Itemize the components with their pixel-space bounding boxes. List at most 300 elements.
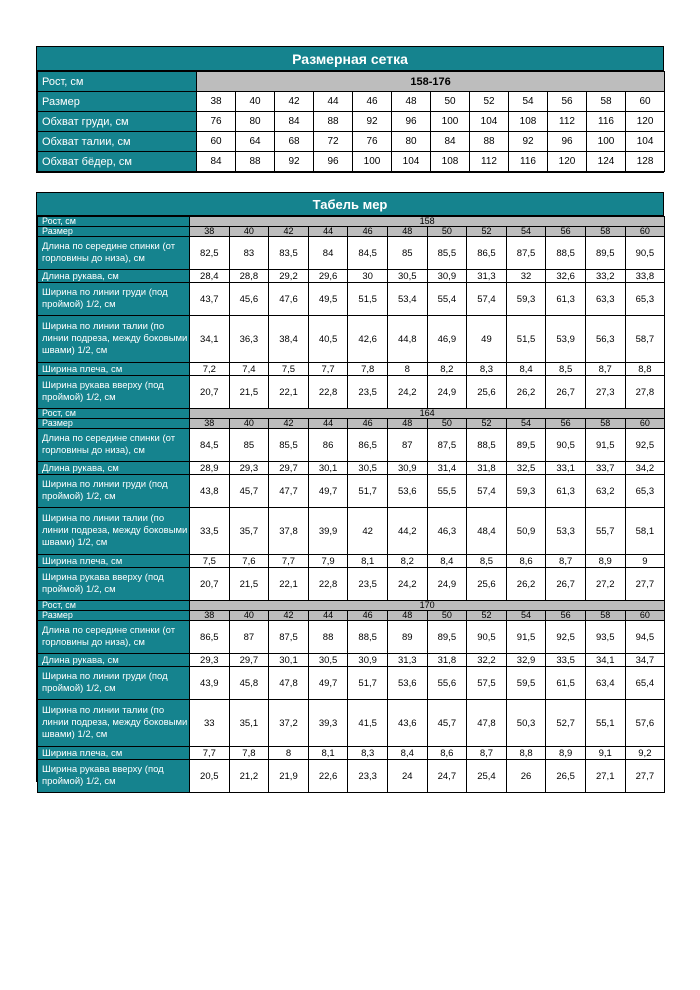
value-cell: 49,7 bbox=[308, 475, 348, 508]
value-cell: 37,8 bbox=[269, 508, 309, 555]
value-cell: 87,5 bbox=[269, 621, 309, 654]
value-cell: 33,2 bbox=[585, 270, 625, 283]
value-cell: 30,5 bbox=[387, 270, 427, 283]
value-cell: 42 bbox=[275, 92, 314, 112]
value-cell: 26,2 bbox=[506, 376, 546, 409]
value-cell: 83,5 bbox=[269, 237, 309, 270]
value-cell: 7,6 bbox=[229, 555, 269, 568]
value-cell: 27,7 bbox=[625, 568, 665, 601]
value-cell: 87 bbox=[387, 429, 427, 462]
table-row bbox=[38, 132, 665, 152]
value-cell: 47,8 bbox=[269, 667, 309, 700]
value-cell: 100 bbox=[431, 112, 470, 132]
value-cell: 7,2 bbox=[190, 363, 230, 376]
measure-label: Длина по середине спинки (от горловины до низа), см bbox=[38, 621, 190, 654]
value-cell: 33,5 bbox=[546, 654, 586, 667]
value-cell: 55,6 bbox=[427, 667, 467, 700]
table-row bbox=[38, 568, 665, 601]
value-cell: 53,4 bbox=[387, 283, 427, 316]
value-cell: 38 bbox=[197, 92, 236, 112]
size-cell: 48 bbox=[387, 227, 427, 237]
value-cell: 39,9 bbox=[308, 508, 348, 555]
value-cell: 92,5 bbox=[625, 429, 665, 462]
table-row bbox=[38, 112, 665, 132]
size-cell: 54 bbox=[506, 227, 546, 237]
value-cell: 60 bbox=[626, 92, 665, 112]
value-cell: 58,7 bbox=[625, 316, 665, 363]
value-cell: 20,7 bbox=[190, 568, 230, 601]
size-cell: 38 bbox=[190, 227, 230, 237]
value-cell: 47,7 bbox=[269, 475, 309, 508]
value-cell: 53,3 bbox=[546, 508, 586, 555]
value-cell: 22,1 bbox=[269, 376, 309, 409]
value-cell: 84 bbox=[197, 152, 236, 172]
value-cell: 21,5 bbox=[229, 568, 269, 601]
value-cell: 93,5 bbox=[585, 621, 625, 654]
value-cell: 31,8 bbox=[427, 654, 467, 667]
size-cell: 48 bbox=[387, 611, 427, 621]
size-grid bbox=[37, 71, 665, 172]
value-cell: 7,7 bbox=[308, 363, 348, 376]
value-cell: 88,5 bbox=[467, 429, 507, 462]
size-cell: 42 bbox=[269, 227, 309, 237]
value-cell: 27,1 bbox=[585, 760, 625, 793]
size-cell: 40 bbox=[229, 419, 269, 429]
height-label: Рост, см bbox=[38, 409, 190, 419]
value-cell: 108 bbox=[509, 112, 548, 132]
value-cell: 63,3 bbox=[585, 283, 625, 316]
size-cell: 58 bbox=[585, 227, 625, 237]
measure-label: Длина рукава, см bbox=[38, 270, 190, 283]
value-cell: 20,7 bbox=[190, 376, 230, 409]
value-cell: 31,4 bbox=[427, 462, 467, 475]
size-cell: 60 bbox=[625, 227, 665, 237]
measure-label: Ширина рукава вверху (под проймой) 1/2, см bbox=[38, 376, 190, 409]
value-cell: 21,5 bbox=[229, 376, 269, 409]
value-cell: 108 bbox=[431, 152, 470, 172]
value-cell: 46,9 bbox=[427, 316, 467, 363]
value-cell: 90,5 bbox=[625, 237, 665, 270]
value-cell: 55,1 bbox=[585, 700, 625, 747]
value-cell: 63,2 bbox=[585, 475, 625, 508]
value-cell: 45,7 bbox=[229, 475, 269, 508]
value-cell: 27,8 bbox=[625, 376, 665, 409]
size-cell: 50 bbox=[427, 419, 467, 429]
size-cell: 56 bbox=[546, 611, 586, 621]
value-cell: 65,4 bbox=[625, 667, 665, 700]
size-cell: 44 bbox=[308, 227, 348, 237]
value-cell: 34,7 bbox=[625, 654, 665, 667]
value-cell: 84 bbox=[431, 132, 470, 152]
value-cell: 85,5 bbox=[269, 429, 309, 462]
value-cell: 39,3 bbox=[308, 700, 348, 747]
measure-label: Ширина по линии груди (под проймой) 1/2, см bbox=[38, 475, 190, 508]
value-cell: 9,1 bbox=[585, 747, 625, 760]
value-cell: 22,6 bbox=[308, 760, 348, 793]
measure-label: Ширина по линии талии (по линии подреза, между боковыми швами) 1/2, см bbox=[38, 316, 190, 363]
value-cell: 29,2 bbox=[269, 270, 309, 283]
measure-label: Длина по середине спинки (от горловины до низа), см bbox=[38, 429, 190, 462]
value-cell: 100 bbox=[353, 152, 392, 172]
size-cell: 46 bbox=[348, 419, 388, 429]
row-label: Обхват талии, см bbox=[38, 132, 197, 152]
value-cell: 72 bbox=[314, 132, 353, 152]
value-cell: 61,3 bbox=[546, 475, 586, 508]
value-cell: 112 bbox=[470, 152, 509, 172]
value-cell: 29,3 bbox=[190, 654, 230, 667]
table-row bbox=[38, 376, 665, 409]
table-row bbox=[38, 667, 665, 700]
value-cell: 40 bbox=[236, 92, 275, 112]
value-cell: 83 bbox=[229, 237, 269, 270]
value-cell: 7,9 bbox=[308, 555, 348, 568]
value-cell: 65,3 bbox=[625, 475, 665, 508]
table-row bbox=[38, 508, 665, 555]
value-cell: 8,4 bbox=[506, 363, 546, 376]
value-cell: 26,2 bbox=[506, 568, 546, 601]
value-cell: 42 bbox=[348, 508, 388, 555]
row-label: Размер bbox=[38, 92, 197, 112]
value-cell: 43,9 bbox=[190, 667, 230, 700]
value-cell: 47,6 bbox=[269, 283, 309, 316]
value-cell: 94,5 bbox=[625, 621, 665, 654]
size-cell: 46 bbox=[348, 611, 388, 621]
value-cell: 30,5 bbox=[348, 462, 388, 475]
measure-label: Длина по середине спинки (от горловины до низа), см bbox=[38, 237, 190, 270]
value-cell: 61,5 bbox=[546, 667, 586, 700]
measure-label: Ширина плеча, см bbox=[38, 555, 190, 568]
value-cell: 34,1 bbox=[190, 316, 230, 363]
value-cell: 51,7 bbox=[348, 475, 388, 508]
value-cell: 52,7 bbox=[546, 700, 586, 747]
size-label: Размер bbox=[38, 227, 190, 237]
size-grid-table bbox=[36, 46, 664, 173]
value-cell: 85 bbox=[387, 237, 427, 270]
value-cell: 45,7 bbox=[427, 700, 467, 747]
measure-grid bbox=[37, 216, 665, 793]
value-cell: 57,5 bbox=[467, 667, 507, 700]
value-cell: 45,8 bbox=[229, 667, 269, 700]
value-cell: 91,5 bbox=[506, 621, 546, 654]
value-cell: 23,3 bbox=[348, 760, 388, 793]
value-cell: 35,1 bbox=[229, 700, 269, 747]
table-row bbox=[38, 621, 665, 654]
value-cell: 59,3 bbox=[506, 283, 546, 316]
value-cell: 31,3 bbox=[387, 654, 427, 667]
value-cell: 33,5 bbox=[190, 508, 230, 555]
size-cell: 48 bbox=[387, 419, 427, 429]
value-cell: 30,9 bbox=[427, 270, 467, 283]
table-row bbox=[38, 152, 665, 172]
size-cell: 60 bbox=[625, 611, 665, 621]
value-cell: 27,2 bbox=[585, 568, 625, 601]
value-cell: 33,8 bbox=[625, 270, 665, 283]
size-cell: 38 bbox=[190, 611, 230, 621]
value-cell: 57,4 bbox=[467, 475, 507, 508]
value-cell: 55,4 bbox=[427, 283, 467, 316]
value-cell: 86 bbox=[308, 429, 348, 462]
value-cell: 33 bbox=[190, 700, 230, 747]
value-cell: 49,5 bbox=[308, 283, 348, 316]
value-cell: 59,3 bbox=[506, 475, 546, 508]
value-cell: 56 bbox=[548, 92, 587, 112]
size-cell: 58 bbox=[585, 419, 625, 429]
height-value: 164 bbox=[190, 409, 665, 419]
value-cell: 32,9 bbox=[506, 654, 546, 667]
table-row bbox=[38, 363, 665, 376]
table-row bbox=[38, 92, 665, 112]
value-cell: 7,5 bbox=[269, 363, 309, 376]
value-cell: 50,3 bbox=[506, 700, 546, 747]
value-cell: 30,1 bbox=[308, 462, 348, 475]
size-label: Размер bbox=[38, 419, 190, 429]
value-cell: 116 bbox=[587, 112, 626, 132]
value-cell: 65,3 bbox=[625, 283, 665, 316]
value-cell: 86,5 bbox=[467, 237, 507, 270]
value-cell: 57,4 bbox=[467, 283, 507, 316]
value-cell: 128 bbox=[626, 152, 665, 172]
value-cell: 26,7 bbox=[546, 568, 586, 601]
size-cell: 54 bbox=[506, 611, 546, 621]
value-cell: 30,9 bbox=[387, 462, 427, 475]
value-cell: 32,2 bbox=[467, 654, 507, 667]
value-cell: 89,5 bbox=[506, 429, 546, 462]
value-cell: 92 bbox=[353, 112, 392, 132]
value-cell: 89,5 bbox=[427, 621, 467, 654]
value-cell: 8,5 bbox=[546, 363, 586, 376]
size-cell: 42 bbox=[269, 419, 309, 429]
value-cell: 24,9 bbox=[427, 376, 467, 409]
measure-label: Длина рукава, см bbox=[38, 654, 190, 667]
value-cell: 8,2 bbox=[427, 363, 467, 376]
value-cell: 55,7 bbox=[585, 508, 625, 555]
value-cell: 100 bbox=[587, 132, 626, 152]
value-cell: 88,5 bbox=[546, 237, 586, 270]
value-cell: 120 bbox=[626, 112, 665, 132]
value-cell: 8,9 bbox=[585, 555, 625, 568]
value-cell: 82,5 bbox=[190, 237, 230, 270]
height-row bbox=[38, 217, 665, 227]
value-cell: 86,5 bbox=[190, 621, 230, 654]
height-value: 158 bbox=[190, 217, 665, 227]
value-cell: 85 bbox=[229, 429, 269, 462]
value-cell: 8,4 bbox=[387, 747, 427, 760]
size-label: Размер bbox=[38, 611, 190, 621]
value-cell: 88 bbox=[308, 621, 348, 654]
value-cell: 55,5 bbox=[427, 475, 467, 508]
size-cell: 40 bbox=[229, 611, 269, 621]
size-row bbox=[38, 419, 665, 429]
size-grid-title: Размерная сетка bbox=[37, 47, 663, 71]
value-cell: 89 bbox=[387, 621, 427, 654]
value-cell: 8,8 bbox=[625, 363, 665, 376]
value-cell: 23,5 bbox=[348, 376, 388, 409]
value-cell: 9 bbox=[625, 555, 665, 568]
value-cell: 7,8 bbox=[348, 363, 388, 376]
value-cell: 44 bbox=[314, 92, 353, 112]
value-cell: 8,3 bbox=[348, 747, 388, 760]
value-cell: 80 bbox=[392, 132, 431, 152]
table-row bbox=[38, 654, 665, 667]
table-row bbox=[38, 316, 665, 363]
size-cell: 50 bbox=[427, 611, 467, 621]
value-cell: 9,2 bbox=[625, 747, 665, 760]
value-cell: 44,8 bbox=[387, 316, 427, 363]
value-cell: 58,1 bbox=[625, 508, 665, 555]
value-cell: 87 bbox=[229, 621, 269, 654]
table-row bbox=[38, 429, 665, 462]
value-cell: 8 bbox=[269, 747, 309, 760]
value-cell: 60 bbox=[197, 132, 236, 152]
value-cell: 43,7 bbox=[190, 283, 230, 316]
value-cell: 50 bbox=[431, 92, 470, 112]
value-cell: 8,3 bbox=[467, 363, 507, 376]
value-cell: 7,7 bbox=[269, 555, 309, 568]
value-cell: 88 bbox=[236, 152, 275, 172]
value-cell: 24,2 bbox=[387, 376, 427, 409]
value-cell: 7,8 bbox=[229, 747, 269, 760]
table-row bbox=[38, 462, 665, 475]
value-cell: 76 bbox=[197, 112, 236, 132]
value-cell: 8,6 bbox=[506, 555, 546, 568]
value-cell: 47,8 bbox=[467, 700, 507, 747]
value-cell: 90,5 bbox=[546, 429, 586, 462]
table-row bbox=[38, 237, 665, 270]
value-cell: 32,6 bbox=[546, 270, 586, 283]
size-cell: 52 bbox=[467, 419, 507, 429]
value-cell: 104 bbox=[392, 152, 431, 172]
value-cell: 61,3 bbox=[546, 283, 586, 316]
value-cell: 8 bbox=[387, 363, 427, 376]
value-cell: 87,5 bbox=[506, 237, 546, 270]
height-value: 170 bbox=[190, 601, 665, 611]
row-label: Обхват бёдер, см bbox=[38, 152, 197, 172]
height-label: Рост, см bbox=[38, 217, 190, 227]
value-cell: 8,7 bbox=[546, 555, 586, 568]
value-cell: 28,4 bbox=[190, 270, 230, 283]
value-cell: 8,9 bbox=[546, 747, 586, 760]
value-cell: 24,7 bbox=[427, 760, 467, 793]
value-cell: 53,6 bbox=[387, 475, 427, 508]
value-cell: 38,4 bbox=[269, 316, 309, 363]
value-cell: 8,4 bbox=[427, 555, 467, 568]
value-cell: 76 bbox=[353, 132, 392, 152]
value-cell: 31,8 bbox=[467, 462, 507, 475]
value-cell: 112 bbox=[548, 112, 587, 132]
value-cell: 51,7 bbox=[348, 667, 388, 700]
size-cell: 44 bbox=[308, 419, 348, 429]
value-cell: 80 bbox=[236, 112, 275, 132]
value-cell: 104 bbox=[626, 132, 665, 152]
value-cell: 41,5 bbox=[348, 700, 388, 747]
value-cell: 51,5 bbox=[506, 316, 546, 363]
value-cell: 63,4 bbox=[585, 667, 625, 700]
value-cell: 124 bbox=[587, 152, 626, 172]
value-cell: 25,6 bbox=[467, 568, 507, 601]
value-cell: 92 bbox=[275, 152, 314, 172]
value-cell: 29,7 bbox=[229, 654, 269, 667]
value-cell: 22,8 bbox=[308, 376, 348, 409]
table-row bbox=[38, 555, 665, 568]
value-cell: 34,2 bbox=[625, 462, 665, 475]
table-row bbox=[38, 700, 665, 747]
value-cell: 84,5 bbox=[190, 429, 230, 462]
value-cell: 48,4 bbox=[467, 508, 507, 555]
value-cell: 49 bbox=[467, 316, 507, 363]
value-cell: 28,9 bbox=[190, 462, 230, 475]
measure-label: Ширина по линии груди (под проймой) 1/2, см bbox=[38, 667, 190, 700]
value-cell: 45,6 bbox=[229, 283, 269, 316]
size-cell: 58 bbox=[585, 611, 625, 621]
value-cell: 87,5 bbox=[427, 429, 467, 462]
value-cell: 21,2 bbox=[229, 760, 269, 793]
value-cell: 30,1 bbox=[269, 654, 309, 667]
value-cell: 8,7 bbox=[467, 747, 507, 760]
value-cell: 33,1 bbox=[546, 462, 586, 475]
value-cell: 22,8 bbox=[308, 568, 348, 601]
value-cell: 8,8 bbox=[506, 747, 546, 760]
value-cell: 58 bbox=[587, 92, 626, 112]
size-cell: 42 bbox=[269, 611, 309, 621]
value-cell: 44,2 bbox=[387, 508, 427, 555]
value-cell: 86,5 bbox=[348, 429, 388, 462]
measure-label: Ширина плеча, см bbox=[38, 363, 190, 376]
size-cell: 56 bbox=[546, 227, 586, 237]
table-row bbox=[38, 760, 665, 793]
value-cell: 21,9 bbox=[269, 760, 309, 793]
value-cell: 104 bbox=[470, 112, 509, 132]
value-cell: 24,9 bbox=[427, 568, 467, 601]
value-cell: 64 bbox=[236, 132, 275, 152]
value-cell: 116 bbox=[509, 152, 548, 172]
value-cell: 25,4 bbox=[467, 760, 507, 793]
value-cell: 30 bbox=[348, 270, 388, 283]
value-cell: 32 bbox=[506, 270, 546, 283]
size-cell: 46 bbox=[348, 227, 388, 237]
height-label: Рост, см bbox=[38, 72, 197, 92]
value-cell: 26,5 bbox=[546, 760, 586, 793]
value-cell: 29,6 bbox=[308, 270, 348, 283]
size-row bbox=[38, 227, 665, 237]
table-row bbox=[38, 475, 665, 508]
value-cell: 51,5 bbox=[348, 283, 388, 316]
size-cell: 56 bbox=[546, 419, 586, 429]
value-cell: 8,7 bbox=[585, 363, 625, 376]
value-cell: 54 bbox=[509, 92, 548, 112]
value-cell: 29,7 bbox=[269, 462, 309, 475]
value-cell: 96 bbox=[392, 112, 431, 132]
value-cell: 96 bbox=[314, 152, 353, 172]
value-cell: 88 bbox=[470, 132, 509, 152]
value-cell: 30,5 bbox=[308, 654, 348, 667]
value-cell: 59,5 bbox=[506, 667, 546, 700]
size-cell: 40 bbox=[229, 227, 269, 237]
value-cell: 88,5 bbox=[348, 621, 388, 654]
value-cell: 90,5 bbox=[467, 621, 507, 654]
value-cell: 96 bbox=[548, 132, 587, 152]
value-cell: 48 bbox=[392, 92, 431, 112]
value-cell: 7,4 bbox=[229, 363, 269, 376]
size-cell: 44 bbox=[308, 611, 348, 621]
value-cell: 7,7 bbox=[190, 747, 230, 760]
value-cell: 7,5 bbox=[190, 555, 230, 568]
size-cell: 60 bbox=[625, 419, 665, 429]
value-cell: 49,7 bbox=[308, 667, 348, 700]
value-cell: 8,6 bbox=[427, 747, 467, 760]
value-cell: 8,5 bbox=[467, 555, 507, 568]
table-row bbox=[38, 283, 665, 316]
measure-label: Ширина по линии талии (по линии подреза, между боковыми швами) 1/2, см bbox=[38, 700, 190, 747]
